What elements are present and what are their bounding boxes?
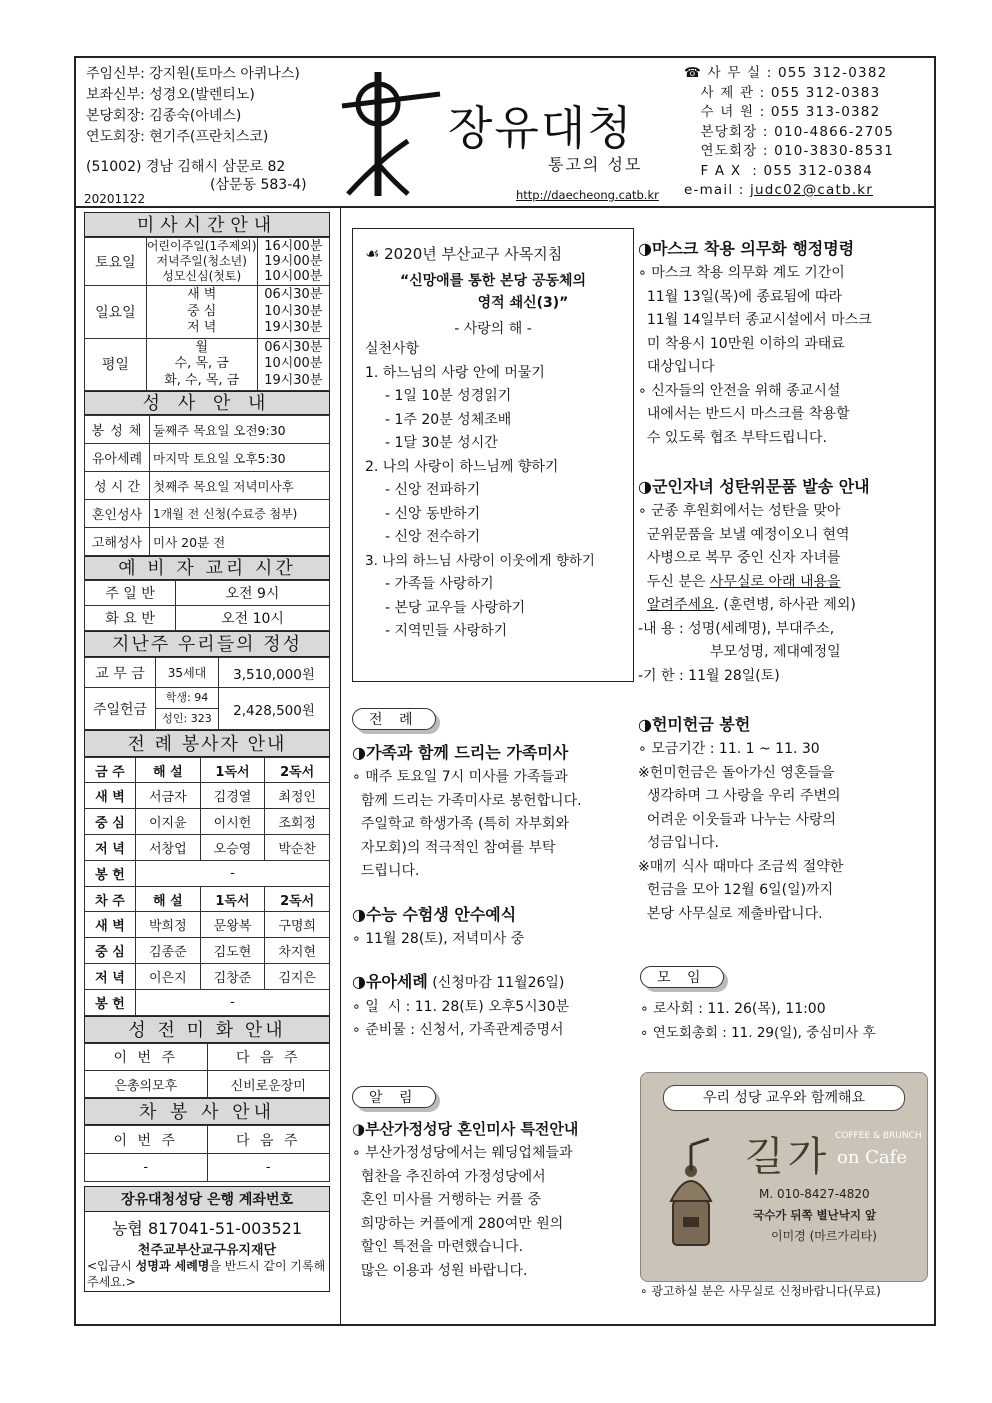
- mass-row-saturday: [85, 238, 330, 286]
- catechism-row: 주 일 반 오전 9시: [85, 581, 330, 606]
- offering-period: ∘ 모금기간 : 11. 1 ~ 11. 30: [638, 741, 820, 757]
- servers-row: 중 심 김종준 김도현 차지현: [85, 938, 330, 964]
- soldier-line: 두신 분은 사무실로 아래 내용을: [638, 573, 841, 590]
- mass-times: 06시30분 10시30분 19시30분: [257, 286, 329, 339]
- pastoral-item: 3. 나의 하느님 사랑이 이웃에게 향하기: [365, 552, 595, 569]
- servers-row: 봉 헌 -: [85, 861, 330, 887]
- mass-times-title: 미사시간안내: [84, 212, 330, 237]
- half-circle-icon: ◑: [638, 477, 652, 496]
- mask-section: [638, 236, 928, 926]
- column-divider: [340, 207, 341, 1325]
- cross-logo-icon: [338, 66, 448, 206]
- header-divider: [74, 206, 936, 208]
- bulletin-date: 20201122: [84, 192, 146, 206]
- pastoral-heading: ☙ 2020년 부산교구 사목지침: [365, 244, 563, 263]
- pastoral-practice-heading: 실천사항: [365, 341, 420, 357]
- offering-line: ※헌미헌금은 돌아가신 영혼들을: [638, 764, 835, 781]
- email-link[interactable]: judc02@catb.kr: [750, 182, 874, 198]
- half-circle-icon: ◑: [352, 1120, 366, 1138]
- baptism-line: ∘ 일 시 : 11. 28(토) 오후5시30분: [352, 998, 570, 1015]
- wedding-line: 할인 특전을 마련했습니다.: [352, 1239, 524, 1255]
- ad-owner: 이미경 (마르가리타): [771, 1229, 877, 1243]
- mass-row-weekday: [85, 338, 330, 391]
- soldier-line: 군위문품을 보낼 예정이오니 현역: [638, 526, 850, 543]
- mask-line: 내에서는 반드시 마스크를 착용할: [638, 406, 850, 422]
- servers-row: 새 벽 박희정 문왕복 구명희: [85, 912, 330, 938]
- family-line: 함께 드리는 가족미사로 봉헌합니다.: [352, 792, 582, 809]
- catechism-table: [84, 580, 330, 631]
- offering-row-sunday: 주일헌금 학생: 94 성인: 323 2,428,500원: [85, 688, 330, 730]
- offering-title: 지난주 우리들의 정성: [84, 631, 330, 657]
- meeting-line: ∘ 연도회총회 : 11. 29(일), 중심미사 후: [640, 1024, 876, 1041]
- contact-yeondo-head: 연도회장 : 010-3830-8531: [684, 143, 894, 159]
- flowers-table: [84, 1043, 330, 1098]
- servers-header: 금 주 해 설 1독서 2독서: [85, 758, 330, 783]
- meetings-section: [640, 998, 930, 1045]
- catechism-row: 화 요 반 오전 10시: [85, 606, 330, 631]
- soldier-title: ◑군인자녀 성탄위문품 발송 안내: [638, 477, 870, 496]
- coffee-grinder-icon: [659, 1131, 723, 1251]
- notice-pill: 알 림: [352, 1086, 436, 1108]
- pastoral-item: - 지역민들 사랑하기: [385, 623, 508, 639]
- pastoral-item: - 1일 10분 성경읽기: [385, 388, 512, 404]
- offering-line: 헌금을 모아 12월 6일(일)까지: [638, 882, 834, 898]
- half-circle-icon: ◑: [352, 743, 366, 762]
- sacrament-row: 성 시 간 첫째주 목요일 저녁미사후: [85, 472, 330, 500]
- ad-phone: M. 010-8427-4820: [759, 1187, 870, 1201]
- contact-email: e-mail : judc02@catb.kr: [684, 182, 874, 198]
- soldier-content: 부모성명, 제대예정일: [710, 644, 841, 660]
- mass-times-section: [84, 212, 330, 1292]
- bank-account: 농협 817041-51-003521: [111, 1219, 303, 1238]
- pastoral-item: - 1주 20분 성체조배: [385, 411, 512, 428]
- website-link[interactable]: http://daecheong.catb.kr: [516, 188, 659, 202]
- offering-row-tithe: 교 무 금 35세대 3,510,000원: [85, 658, 330, 688]
- mass-times-table: [84, 237, 330, 391]
- mask-line: ∘ 마스크 착용 의무화 계도 기간이: [638, 265, 845, 281]
- notice-section: [352, 1116, 637, 1283]
- ad-location: 국수가 뒤쪽 별난낙지 앞: [753, 1208, 877, 1222]
- mask-line: 11월 13일(목)에 종료됨에 따라: [638, 288, 843, 305]
- pastoral-list: [353, 338, 633, 644]
- offering-line: 본당 사무실로 제출바랍니다.: [638, 905, 823, 922]
- offering-line: 어려운 이웃들과 나누는 사랑의: [638, 811, 837, 828]
- wedding-line: ∘ 부산가정성당에서는 웨딩업체들과: [352, 1145, 573, 1161]
- soldier-content: -내 용 : 성명(세례명), 부대주소,: [638, 620, 835, 637]
- diocese-emblem-icon: ☙: [365, 244, 380, 263]
- half-circle-icon: ◑: [352, 904, 366, 924]
- pastoral-item: - 신앙 전파하기: [385, 482, 481, 498]
- contact-rectory: 사 제 관 : 055 312-0383: [684, 84, 881, 101]
- servers-header: 차 주 해 설 1독서 2독서: [85, 887, 330, 912]
- pastoral-year: - 사랑의 해 -: [454, 321, 532, 337]
- exam-blessing-title: ◑수능 수험생 안수예식: [352, 904, 517, 924]
- liturgy-pill: 전 례: [352, 708, 436, 730]
- liturgy-section: [352, 740, 637, 1043]
- mask-line: 수 있도록 협조 부탁드립니다.: [638, 429, 827, 446]
- soldier-line: 알려주세요. (훈련병, 하사관 제외): [646, 597, 856, 613]
- mask-title: ◑마스크 착용 의무화 행정명령: [638, 239, 855, 258]
- wedding-line: 혼인 미사를 거행하는 커플 중: [352, 1192, 541, 1208]
- vehicle-row: - -: [85, 1154, 330, 1182]
- family-line: 드립니다.: [352, 863, 420, 879]
- staff-yeondo-head: 연도회장: 현기주(프란치스코): [86, 129, 269, 145]
- mass-times: 16시00분 19시00분 10시00분: [257, 238, 329, 286]
- offering-line: 생각하며 그 사랑을 우리 주변의: [638, 788, 841, 804]
- cafe-ad[interactable]: [640, 1072, 928, 1282]
- flowers-title: 성 전 미 화 안내: [84, 1016, 330, 1043]
- meeting-line: ∘ 로사회 : 11. 26(목), 11:00: [640, 1001, 826, 1017]
- ad-logo: 길가: [745, 1134, 831, 1180]
- mass-day: 일요일: [85, 286, 147, 339]
- contact-parish-head: 본당회장 : 010-4866-2705: [684, 123, 894, 140]
- mask-line: 미 착용시 10만원 이하의 과태료: [638, 335, 845, 352]
- sacrament-row: 유아세례 마지막 토요일 오후5:30: [85, 444, 330, 472]
- mask-line: ∘ 신자들의 안전을 위해 종교시설: [638, 382, 841, 399]
- bank-title: 장유대청성당 은행 계좌번호: [84, 1186, 330, 1212]
- soldier-line: 사병으로 복무 중인 신자 자녀를: [638, 550, 841, 566]
- bank-note: <입금시 성명과 세례명을 반드시 같이 기록해 주세요.>: [87, 1259, 326, 1289]
- staff-list: [86, 64, 300, 148]
- mass-row-sunday: [85, 286, 330, 339]
- pastoral-item: - 가족들 사랑하기: [385, 576, 494, 592]
- wedding-line: 협찬을 추진하여 가정성당에서: [352, 1168, 546, 1185]
- servers-row: 새 벽 서금자 김경열 최정인: [85, 783, 330, 809]
- mass-day: 토요일: [85, 238, 147, 286]
- bulletin-title: 장유대청: [448, 101, 634, 155]
- bank-holder: 천주교부산교구유지재단: [137, 1243, 277, 1258]
- offering-collect-title: ◑헌미헌금 봉헌: [638, 715, 751, 734]
- flowers-row: 은총의모후 신비로운장미: [85, 1071, 330, 1098]
- staff-assistant: 보좌신부: 성경오(발렌티노): [86, 87, 255, 103]
- ad-note: ∘ 광고하실 분은 사무실로 신청바랍니다(무료): [640, 1284, 881, 1298]
- wedding-title: ◑부산가정성당 혼인미사 특전안내: [352, 1120, 579, 1138]
- ad-banner: 우리 성당 교우와 함께해요: [663, 1085, 905, 1111]
- pastoral-item: - 신앙 동반하기: [385, 505, 481, 522]
- sacraments-table: [84, 415, 330, 556]
- soldier-line: ∘ 군종 후원회에서는 성탄을 맞아: [638, 503, 841, 519]
- servers-table: [84, 757, 330, 1016]
- offering-line: 성금입니다.: [638, 835, 719, 851]
- meetings-pill: 모 임: [640, 966, 724, 988]
- staff-pastor: 주임신부: 강지원(토마스 아퀴나스): [86, 66, 300, 82]
- exam-line: ∘ 11월 28(토), 저녁미사 중: [352, 930, 525, 947]
- servers-row: 저 녁 이은지 김창준 김지은: [85, 964, 330, 990]
- mass-day: 평일: [85, 338, 147, 391]
- wedding-line: 많은 이용과 성원 바랍니다.: [352, 1262, 528, 1279]
- family-line: 주일학교 학생가족 (특히 자부회와: [352, 816, 570, 832]
- offering-table: [84, 657, 330, 730]
- family-line: 자모회)의 적극적인 참여를 부탁: [352, 839, 556, 856]
- soldier-deadline: -기 한 : 11월 28일(토): [638, 667, 780, 684]
- family-line: ∘ 매주 토요일 7시 미사를 가족들과: [352, 769, 568, 785]
- staff-parish-head: 본당회장: 김종숙(아녜스): [86, 108, 242, 124]
- mass-names: 어린이주일(1주제외) 저녁주일(청소년) 성모신심(첫토): [146, 238, 257, 286]
- servers-row: 저 녁 서창업 오승영 박순찬: [85, 835, 330, 861]
- pastoral-theme: “신망애를 통한 본당 공동체의 영적 쇄신(3)”: [399, 273, 587, 311]
- bank-box: [84, 1212, 330, 1292]
- contact-list: [684, 64, 894, 201]
- sacrament-row: 혼인성사 1개월 전 신청(수료증 첨부): [85, 500, 330, 528]
- offering-line: ※매끼 식사 때마다 조금씩 절약한: [638, 858, 844, 875]
- vehicle-table: [84, 1125, 330, 1182]
- baptism-line: ∘ 준비물 : 신청서, 가족관계증명서: [352, 1022, 564, 1038]
- mass-names: 새 벽 중 심 저 녁: [146, 286, 257, 339]
- vehicle-title: 차 봉 사 안내: [84, 1098, 330, 1125]
- address-line-2: (삼문동 583-4): [210, 177, 307, 193]
- pastoral-item: - 1달 30분 성시간: [385, 435, 498, 451]
- wedding-line: 희망하는 커플에게 280여만 원의: [352, 1215, 564, 1232]
- baptism-title: ◑유아세례 (신청마감 11월26일): [352, 972, 565, 991]
- sacrament-row: 봉 성 체 둘째주 목요일 오전9:30: [85, 416, 330, 444]
- address-line-1: (51002) 경남 김해시 삼문로 82: [86, 159, 286, 175]
- servers-row: 봉 헌 -: [85, 990, 330, 1016]
- pastoral-guideline-box: [352, 228, 634, 682]
- pastoral-item: 1. 하느님의 사랑 안에 머물기: [365, 364, 545, 381]
- contact-convent: 수 녀 원 : 055 313-0382: [684, 104, 881, 120]
- flowers-header: 이 번 주 다 음 주: [85, 1044, 330, 1071]
- ad-english-1: COFFEE & BRUNCH: [835, 1131, 922, 1141]
- mask-line: 11월 14일부터 종교시설에서 마스크: [638, 312, 872, 328]
- vehicle-header: 이 번 주 다 음 주: [85, 1126, 330, 1154]
- half-circle-icon: ◑: [638, 239, 652, 258]
- bulletin-subtitle: 통고의 성모: [548, 155, 643, 174]
- servers-row: 중 심 이지윤 이시헌 조회정: [85, 809, 330, 835]
- mass-names: 월 수, 목, 금 화, 수, 목, 금: [146, 338, 257, 391]
- mass-times: 06시30분 10시00분 19시30분: [257, 338, 329, 391]
- ad-english-2: on Cafe: [837, 1147, 907, 1168]
- pastoral-item: - 본당 교우들 사랑하기: [385, 599, 526, 616]
- mask-line: 대상입니다: [638, 359, 715, 375]
- contact-fax: F A X : 055 312-0384: [684, 162, 873, 179]
- servers-title: 전 례 봉사자 안내: [84, 730, 330, 757]
- half-circle-icon: ◑: [352, 972, 366, 991]
- pastoral-item: - 신앙 전수하기: [385, 529, 481, 545]
- family-mass-title: ◑가족과 함께 드리는 가족미사: [352, 743, 569, 762]
- pastoral-item: 2. 나의 사랑이 하느님께 향하기: [365, 458, 559, 475]
- half-circle-icon: ◑: [638, 715, 652, 734]
- contact-office: ☎ 사 무 실 : 055 312-0382: [684, 65, 888, 81]
- sacraments-title: 성 사 안 내: [84, 391, 330, 415]
- catechism-title: 예 비 자 교리 시간: [84, 556, 330, 580]
- sacrament-row: 고해성사 미사 20분 전: [85, 528, 330, 556]
